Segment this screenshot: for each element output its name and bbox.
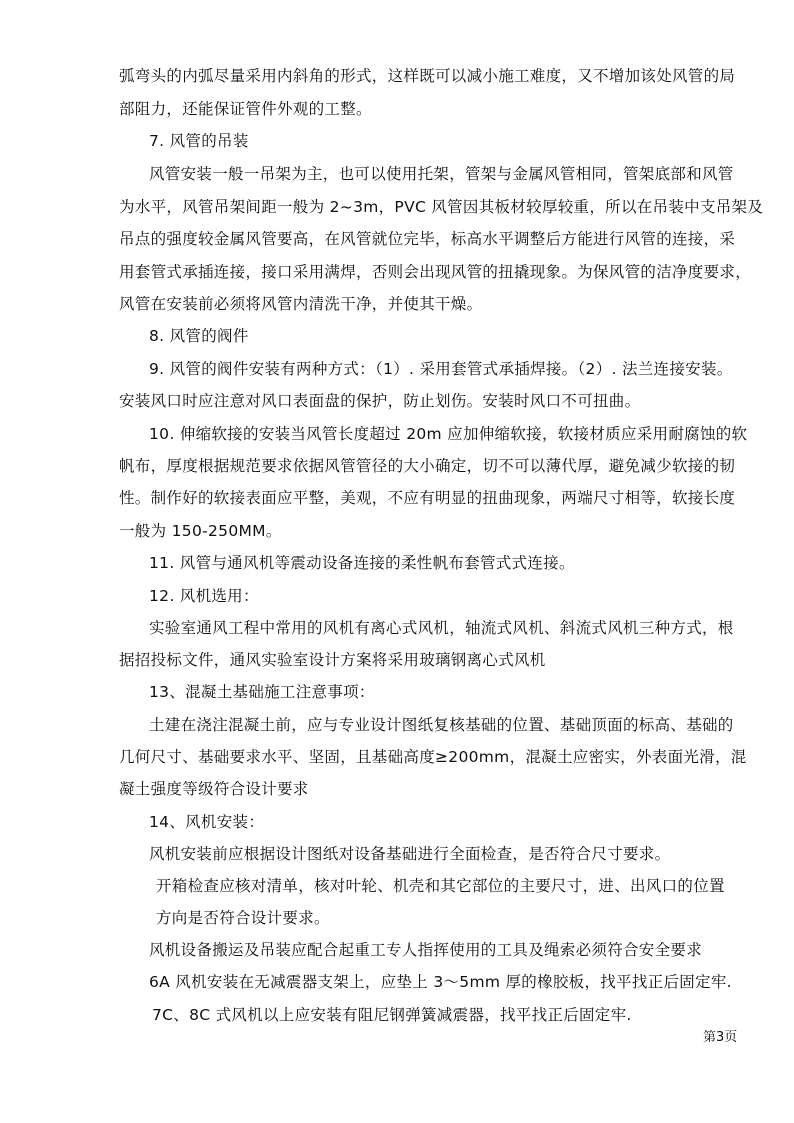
text-line: 11. 风管与通风机等震动设备连接的柔性帆布套管式式连接。 xyxy=(149,554,575,572)
text-line: 风管安装一般一吊架为主，也可以使用托架，管架与金属风管相同，管架底部和风管 xyxy=(149,165,734,183)
text-line: 风机设备搬运及吊装应配合起重工专人指挥使用的工具及绳索必须符合安全要求 xyxy=(149,941,703,959)
text-line: 方向是否符合设计要求。 xyxy=(156,909,330,927)
text-line: 凝土强度等级符合设计要求 xyxy=(119,780,309,798)
section-heading: 13、混凝土基础施工注意事项： xyxy=(149,683,375,701)
text-line: 吊点的强度较金属风管要高，在风管就位完毕，标高水平调整后方能进行风管的连接，采 xyxy=(119,230,736,248)
text-line: 据招投标文件，通风实验室设计方案将采用玻璃钢离心式风机 xyxy=(119,651,546,669)
text-line: 安装风口时应注意对风口表面盘的保护，防止划伤。安装时风口不可扭曲。 xyxy=(119,392,641,410)
text-line: 弧弯头的内弧尽量采用内斜角的形式，这样既可以减小施工难度，又不增加该处风管的局 xyxy=(119,67,736,85)
section-heading: 12. 风机选用： xyxy=(149,587,259,605)
text-line: 为水平，风管吊架间距一般为 2~3m，PVC 风管因其板材较厚较重，所以在吊装中支吊架及 xyxy=(119,198,764,216)
text-line: 几何尺寸、基础要求水平、坚固，且基础高度≥200mm，混凝土应密实，外表面光滑，混 xyxy=(119,748,747,766)
text-line: 一般为 150-250MM。 xyxy=(119,522,282,540)
text-line: 9. 风管的阀件安装有两种方式：（1）. 采用套管式承插焊接。（2）. 法兰连接安装。 xyxy=(149,360,733,378)
text-line: 土建在浇注混凝土前，应与专业设计图纸复核基础的位置、基础顶面的标高、基础的 xyxy=(149,716,734,734)
text-line: 开箱检查应核对清单，核对叶轮、机壳和其它部位的主要尺寸，进、出风口的位置 xyxy=(156,877,725,895)
text-line: 部阻力，还能保证管件外观的工整。 xyxy=(119,100,372,118)
section-heading: 14、风机安装： xyxy=(149,813,265,831)
text-line: 用套管式承插连接，接口采用满焊，否则会出现风管的扭撬现象。为保风管的洁净度要求， xyxy=(119,263,752,281)
text-line: 实验室通风工程中常用的风机有离心式风机，轴流式风机、斜流式风机三种方式，根 xyxy=(149,619,734,637)
text-line: 风机安装前应根据设计图纸对设备基础进行全面检查，是否符合尺寸要求。 xyxy=(149,845,671,863)
text-line: 性。制作好的软接表面应平整，美观，不应有明显的扭曲现象，两端尺寸相等，软接长度 xyxy=(119,489,736,507)
text-line: 风管在安装前必须将风管内清洗干净，并使其干燥。 xyxy=(119,295,483,313)
text-line: 6A 风机安装在无减震器支架上，应垫上 3～5mm 厚的橡胶板，找平找正后固定牢. xyxy=(149,973,732,991)
text-line: 帆布，厚度根据规范要求依据风管管径的大小确定，切不可以薄代厚，避免减少软接的韧 xyxy=(119,457,736,475)
text-line: 10. 伸缩软接的安装当风管长度超过 20m 应加伸缩软接，软接材质应采用耐腐蚀的软 xyxy=(149,425,748,443)
text-line: 7C、8C 式风机以上应安装有阻尼钢弹簧减震器，找平找正后固定牢. xyxy=(152,1006,632,1024)
page-number: 第3页 xyxy=(703,1030,738,1045)
section-heading: 8. 风管的阀件 xyxy=(149,327,249,345)
section-heading: 7. 风管的吊装 xyxy=(149,132,249,150)
